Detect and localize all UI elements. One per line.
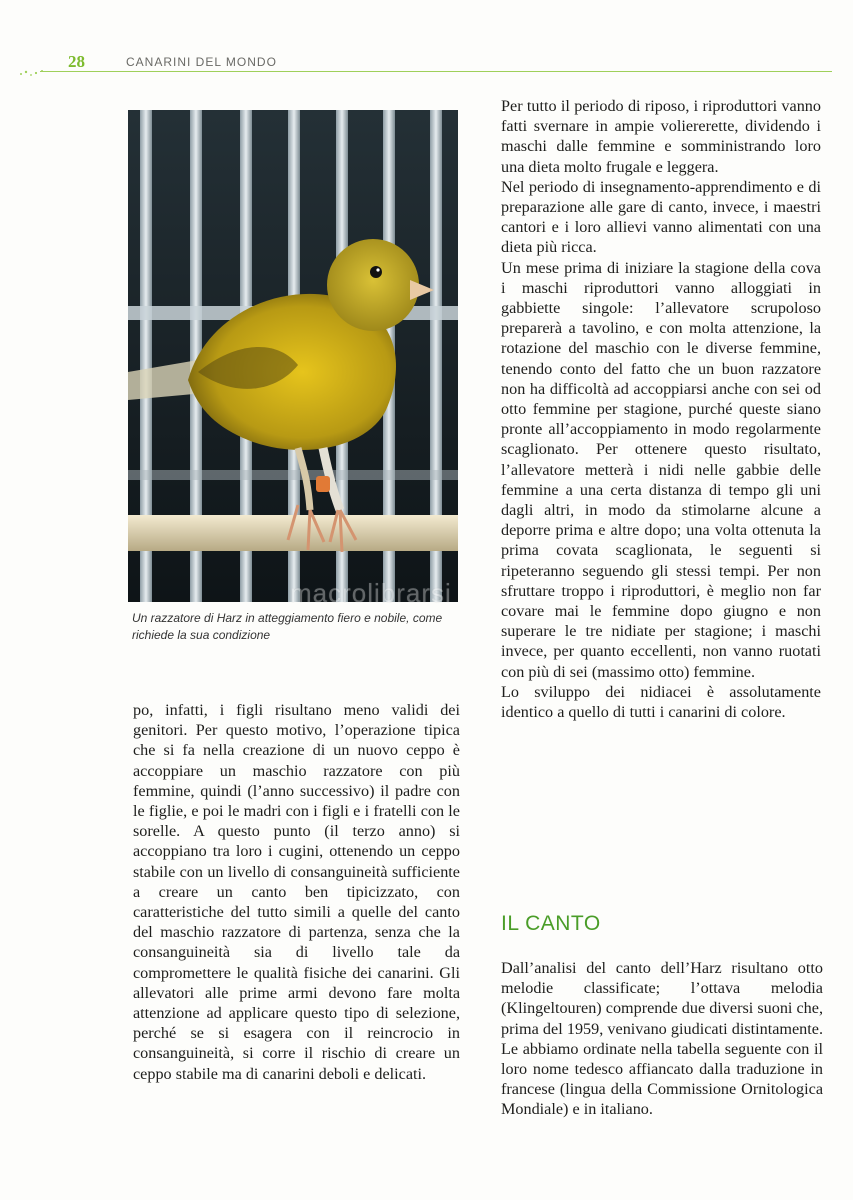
left-column-paragraph: po, infatti, i figli risultano meno validi dei genitori. Per questo motivo, l’operazione tipica che si fa nella creazione di un nuovo ceppo è accoppiare un maschio razzatore con più femmine, quindi (l’anno successivo) il padre con le figlie, e poi le madri con i figli e i fratelli con le sorelle. A questo punto (il terzo anno) si accoppiano tra loro i cugini, ottenendo un ceppo stabile con un livello di consanguineità sufficiente a creare un canto ben tipicizzato, con caratteristiche del tutto simili a quelle del canto del maschio razzatore di partenza, senza che la consanguineità sia di livello tale da compromettere le qualità fisiche dei canarini. Gli allevatori alle prime armi devono fare molta attenzione ad applicare questo tipo di selezione, perché se si esagera con il reincrocio in consanguineità, si corre il rischio di creare un ceppo stabile ma di canarini deboli e delicati. bbox=[133, 701, 460, 1083]
running-head: CANARINI DEL MONDO bbox=[126, 55, 277, 69]
section-title: IL CANTO bbox=[501, 912, 601, 935]
section-paragraph: Dall’analisi del canto dell’Harz risultano otto melodie classificate; l’ottava melodia (Klingeltouren) comprende due diversi suoni che, prima del 1959, venivano giudicati distintamente. Le abbiamo ordinate nella tabella seguente con il loro nome tedesco affiancato dalla traduzione in francese (lingua della Commissione Ornitologica Mondiale) e in italiano. bbox=[501, 959, 823, 1119]
watermark: macrolibrarsi bbox=[290, 578, 452, 608]
canary-illustration bbox=[128, 110, 458, 602]
figure-caption: Un razzatore di Harz in atteggiamento fiero e nobile, come richiede la sua condizione bbox=[132, 611, 443, 642]
right-paragraph-1: Per tutto il periodo di riposo, i riproduttori vanno fatti svernare in ampie voliererette, dividendo i maschi dalle femmine e somministrando loro una dieta molto frugale e leggera. bbox=[501, 97, 821, 176]
left-column-text bbox=[133, 700, 460, 1084]
header-rule bbox=[40, 71, 832, 72]
right-paragraph-2: Nel periodo di insegnamento-apprendimento e di preparazione alle gare di canto, invece, i maestri cantori e i loro allievi vanno alimentati con una dieta più ricca. bbox=[501, 177, 821, 257]
page-number: 28 bbox=[68, 52, 85, 71]
canary-photo bbox=[128, 110, 458, 602]
right-paragraph-4: Lo sviluppo dei nidiacei è assolutamente identico a quello di tutti i canarini di colore. bbox=[501, 682, 821, 722]
header-dots-ornament bbox=[18, 68, 48, 78]
right-column-text bbox=[501, 96, 821, 722]
right-paragraph-3: Un mese prima di iniziare la stagione della cova i maschi riproduttori vanno alloggiati in gabbiette singole: l’allevatore scrupoloso preparerà a tavolino, e con molta attenzione, la rotazione del maschio con le diverse femmine, tenendo conto del fatto che un buon razzatore non ha difficoltà ad accoppiarsi anche con sei od otto femmine per stagione, purché queste siano pronte all’accoppiamento in modo regolarmente scaglionato. Per ottenere questo risultato, l’allevatore metterà i nidi nelle gabbie delle femmine a una certa distanza di tempo gli uni dagli altri, in modo da stimolarne alcune a deporre prima e altre dopo; una volta ottenuta la prima covata scaglionata, le seguenti si ripeteranno seguendo gli stessi tempi. Per non sfruttare troppo i riproduttori, è meglio non far covare mai le femmine dopo giugno e non superare le tre nidiate per stagione; i maschi invece, per quanto eccellenti, non vanno ruotati con più di sei (massimo otto) femmine. bbox=[501, 258, 821, 681]
section-text bbox=[501, 958, 823, 1120]
